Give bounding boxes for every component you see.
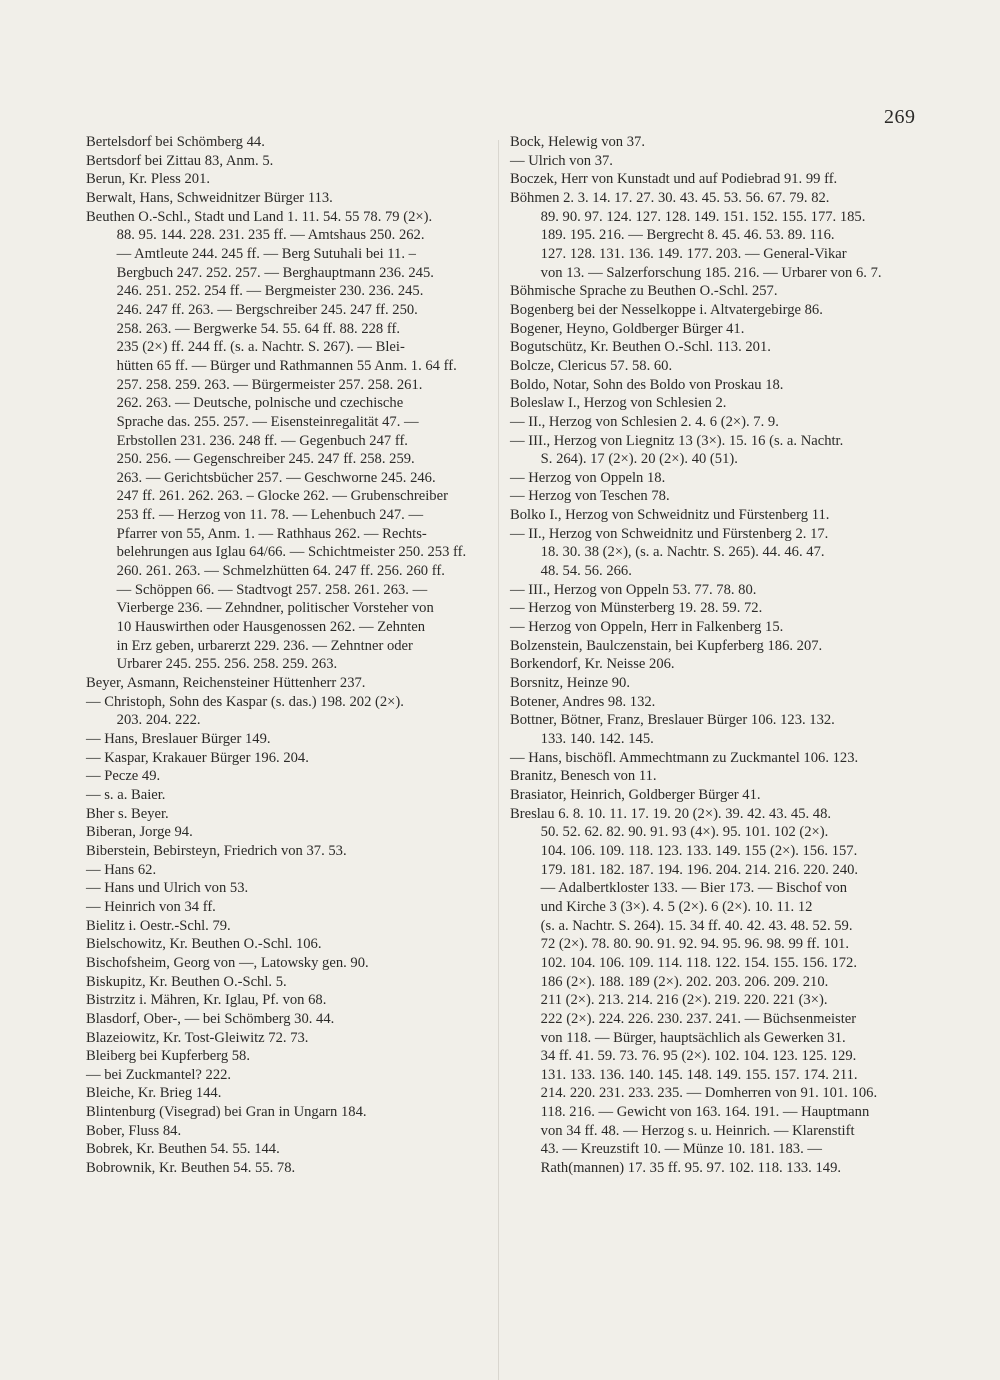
index-entry-line: Beyer, Asmann, Reichensteiner Hüttenherr 237. — [86, 675, 366, 692]
index-entry-continuation: von 118. — Bürger, hauptsächlich als Gewerken 31. — [540, 1029, 846, 1046]
index-entry — [510, 357, 920, 376]
index-entry — [86, 1140, 486, 1159]
index-entry-continuation: 211 (2×). 213. 214. 216 (2×). 219. 220. 221 (3×). — [540, 992, 828, 1009]
index-entry-continuation: 235 (2×) ff. 244 ff. (s. a. Nachtr. S. 267). — Blei- — [116, 339, 405, 356]
index-entry-line: — Heinrich von 34 ff. — [86, 898, 216, 915]
index-entry — [510, 767, 920, 786]
index-entry — [86, 973, 486, 992]
index-entry-line: Bogener, Heyno, Goldberger Bürger 41. — [510, 320, 745, 337]
index-entry-continuation: 179. 181. 182. 187. 194. 196. 204. 214. 216. 220. 240. — [540, 861, 859, 878]
index-entry-continuation: in Erz geben, urbarerzt 229. 236. — Zehntner oder — [116, 637, 413, 654]
index-entry-continuation: 246. 247 ff. 263. — Bergschreiber 245. 247 ff. 250. — [116, 301, 418, 318]
index-entry — [510, 506, 920, 525]
index-entry-continuation: 260. 261. 263. — Schmelzhütten 64. 247 ff. 256. 260 ff. — [116, 563, 445, 580]
index-entry — [86, 1122, 486, 1141]
index-entry — [510, 152, 920, 171]
index-entry-line: Berwalt, Hans, Schweidnitzer Bürger 113. — [86, 189, 333, 206]
index-entry — [510, 581, 920, 600]
index-entry-continuation: 127. 128. 131. 136. 149. 177. 203. — General-Vikar — [540, 245, 847, 262]
index-entry-line: Bielschowitz, Kr. Beuthen O.-Schl. 106. — [86, 936, 322, 953]
index-entry-line: Botener, Andres 98. 132. — [510, 693, 656, 710]
index-entry-line: Breslau 6. 8. 10. 11. 17. 19. 20 (2×). 39. 42. 43. 45. 48. — [510, 805, 832, 822]
index-entry-continuation: — Amtleute 244. 245 ff. — Berg Sutuhali bei 11. – — [116, 245, 416, 262]
index-entry-line: — Kaspar, Krakauer Bürger 196. 204. — [86, 749, 309, 766]
index-entry — [510, 693, 920, 712]
index-entry — [86, 189, 486, 208]
index-entry — [86, 991, 486, 1010]
index-entry-line: Bleiche, Kr. Brieg 144. — [86, 1085, 222, 1102]
index-entry — [86, 170, 486, 189]
index-entry-continuation: von 34 ff. 48. — Herzog s. u. Heinrich. — Klarenstift — [540, 1122, 855, 1139]
index-entry-line: — s. a. Baier. — [86, 786, 166, 803]
index-entry-continuation: 48. 54. 56. 266. — [540, 563, 632, 580]
index-entry-line: — Christoph, Sohn des Kaspar (s. das.) 198. 202 (2×). — [86, 693, 404, 710]
index-entry-continuation: 131. 133. 136. 140. 145. 148. 149. 155. 157. 174. 211. — [540, 1066, 858, 1083]
index-entry-line: Bischofsheim, Georg von —, Latowsky gen. 90. — [86, 954, 369, 971]
index-entry-continuation: 247 ff. 261. 262. 263. – Glocke 262. — Grubenschreiber — [116, 488, 448, 505]
index-entry-line: — Herzog von Oppeln, Herr in Falkenberg 15. — [510, 619, 784, 636]
index-entry-line: Branitz, Benesch von 11. — [510, 768, 657, 785]
index-entry-continuation: Bergbuch 247. 252. 257. — Berghauptmann 236. 245. — [116, 264, 434, 281]
index-entry — [86, 1029, 486, 1048]
index-entry-line: Bobrek, Kr. Beuthen 54. 55. 144. — [86, 1141, 280, 1158]
index-entry — [510, 749, 920, 768]
index-entry-continuation: 258. 263. — Bergwerke 54. 55. 64 ff. 88. 228 ff. — [116, 320, 400, 337]
index-entry — [510, 618, 920, 637]
index-entry-line: Biskupitz, Kr. Beuthen O.-Schl. 5. — [86, 973, 287, 990]
index-entry — [510, 432, 920, 469]
index-entry — [510, 413, 920, 432]
index-entry-line: Bher s. Beyer. — [86, 805, 169, 822]
index-entry-continuation: und Kirche 3 (3×). 4. 5 (2×). 6 (2×). 10. 11. 12 — [540, 898, 813, 915]
index-entry — [510, 525, 920, 581]
index-entry-continuation: 253 ff. — Herzog von 11. 78. — Lehenbuch 247. — — [116, 507, 424, 524]
index-entry — [86, 208, 486, 674]
index-entry-line: — Herzog von Münsterberg 19. 28. 59. 72. — [510, 600, 763, 617]
index-entry — [86, 1084, 486, 1103]
index-entry-continuation: Pfarrer von 55, Anm. 1. — Rathhaus 262. — Rechts- — [116, 525, 427, 542]
index-entry-line: Borsnitz, Heinze 90. — [510, 675, 630, 692]
index-entry — [86, 935, 486, 954]
index-entry-line: Bistrzitz i. Mähren, Kr. Iglau, Pf. von 68. — [86, 992, 327, 1009]
index-entry-continuation: Urbarer 245. 255. 256. 258. 259. 263. — [116, 656, 338, 673]
index-entry-continuation: S. 264). 17 (2×). 20 (2×). 40 (51). — [540, 451, 738, 468]
index-entry — [510, 805, 920, 1178]
index-entry — [510, 282, 920, 301]
index-entry — [86, 730, 486, 749]
index-entry-line: — II., Herzog von Schlesien 2. 4. 6 (2×). 7. 9. — [510, 413, 779, 430]
index-entry-continuation: 262. 263. — Deutsche, polnische und czechische — [116, 395, 404, 412]
index-entry-line: Bogutschütz, Kr. Beuthen O.-Schl. 113. 201. — [510, 339, 771, 356]
index-entry-continuation: 222 (2×). 224. 226. 230. 237. 241. — Büchsenmeister — [540, 1010, 857, 1027]
index-entry-continuation: 186 (2×). 188. 189 (2×). 202. 203. 206. 209. 210. — [540, 973, 829, 990]
index-entry-line: — III., Herzog von Oppeln 53. 77. 78. 80. — [510, 581, 757, 598]
index-entry-line: Bolzenstein, Baulczenstain, bei Kupferberg 186. 207. — [510, 637, 823, 654]
index-entry — [86, 133, 486, 152]
index-column-right — [510, 133, 920, 1178]
index-entry — [510, 637, 920, 656]
index-entry-line: — Pecze 49. — [86, 768, 161, 785]
index-entry-line: Boczek, Herr von Kunstadt und auf Podiebrad 91. 99 ff. — [510, 171, 838, 188]
index-entry-continuation: 246. 251. 252. 254 ff. — Bergmeister 230. 236. 245. — [116, 283, 424, 300]
index-entry-continuation: — Adalbertkloster 133. — Bier 173. — Bischof von — [540, 880, 848, 897]
index-entry — [86, 823, 486, 842]
index-entry — [86, 805, 486, 824]
index-entry-line: Berun, Kr. Pless 201. — [86, 171, 211, 188]
index-entry — [510, 786, 920, 805]
index-entry-line: Bleiberg bei Kupferberg 58. — [86, 1048, 251, 1065]
index-entry-continuation: 214. 220. 231. 233. 235. — Domherren von 91. 101. 106. — [540, 1085, 878, 1102]
index-entry — [86, 1066, 486, 1085]
index-entry — [510, 133, 920, 152]
index-entry — [510, 320, 920, 339]
index-entry-line: Bober, Fluss 84. — [86, 1122, 182, 1139]
index-entry-continuation: hütten 65 ff. — Bürger und Rathmannen 55 Anm. 1. 64 ff. — [116, 357, 457, 374]
index-entry — [510, 655, 920, 674]
index-entry-continuation: 18. 30. 38 (2×), (s. a. Nachtr. S. 265). 44. 46. 47. — [540, 544, 825, 561]
index-entry — [86, 786, 486, 805]
index-entry-continuation: (s. a. Nachtr. S. 264). 15. 34 ff. 40. 42. 43. 48. 52. 59. — [540, 917, 853, 934]
index-entry-continuation: 34 ff. 41. 59. 73. 76. 95 (2×). 102. 104. 123. 125. 129. — [540, 1048, 857, 1065]
index-entry-continuation: 257. 258. 259. 263. — Bürgermeister 257. 258. 261. — [116, 376, 423, 393]
index-entry-line: — Hans 62. — [86, 861, 157, 878]
index-entry — [510, 469, 920, 488]
index-entry-continuation: 10 Hauswirthen oder Hausgenossen 262. — Zehnten — [116, 619, 426, 636]
page-number: 269 — [884, 106, 916, 128]
index-entry-line: — II., Herzog von Schweidnitz und Fürstenberg 2. 17. — [510, 525, 829, 542]
index-entry-line: Bottner, Bötner, Franz, Breslauer Bürger 106. 123. 132. — [510, 712, 835, 729]
index-entry — [86, 693, 486, 730]
index-entry-line: Bertelsdorf bei Schömberg 44. — [86, 134, 265, 150]
index-entry — [510, 301, 920, 320]
index-entry-line: Bielitz i. Oestr.-Schl. 79. — [86, 917, 231, 934]
index-entry-continuation: 118. 216. — Gewicht von 163. 164. 191. — Hauptmann — [540, 1104, 870, 1121]
index-entry-line: — bei Zuckmantel? 222. — [86, 1066, 232, 1083]
index-entry-continuation: Rath(mannen) 17. 35 ff. 95. 97. 102. 118. 133. 149. — [540, 1160, 842, 1177]
index-entry-line: — Hans und Ulrich von 53. — [86, 880, 249, 897]
index-entry-continuation: 263. — Gerichtsbücher 257. — Geschworne 245. 246. — [116, 469, 436, 486]
index-entry — [86, 917, 486, 936]
index-entry-continuation: 102. 104. 106. 109. 114. 118. 122. 154. 155. 156. 172. — [540, 954, 857, 971]
column-divider — [498, 140, 499, 1380]
index-entry — [86, 152, 486, 171]
index-entry-continuation: — Schöppen 66. — Stadtvogt 257. 258. 261. 263. — — [116, 581, 428, 598]
index-entry — [86, 1103, 486, 1122]
index-entry-line: — Herzog von Teschen 78. — [510, 488, 670, 505]
index-entry — [510, 189, 920, 282]
index-entry-line: Bolcze, Clericus 57. 58. 60. — [510, 357, 673, 374]
index-entry-continuation: 89. 90. 97. 124. 127. 128. 149. 151. 152. 155. 177. 185. — [540, 208, 866, 225]
index-entry — [86, 1047, 486, 1066]
index-entry — [86, 1159, 486, 1178]
index-entry — [86, 842, 486, 861]
index-entry — [86, 674, 486, 693]
index-entry — [86, 1010, 486, 1029]
index-entry-line: Bock, Helewig von 37. — [510, 134, 645, 150]
index-entry-line: Boldo, Notar, Sohn des Boldo von Proskau 18. — [510, 376, 784, 393]
index-entry-continuation: 250. 256. — Gegenschreiber 245. 247 ff. 258. 259. — [116, 451, 415, 468]
index-entry-continuation: von 13. — Salzerforschung 185. 216. — Urbarer von 6. 7. — [540, 264, 882, 281]
index-entry-line: Blintenburg (Visegrad) bei Gran in Ungarn 184. — [86, 1104, 367, 1121]
index-entry-line: — Herzog von Oppeln 18. — [510, 469, 666, 486]
index-entry-line: Bolko I., Herzog von Schweidnitz und Fürstenberg 11. — [510, 507, 830, 524]
index-entry — [86, 879, 486, 898]
index-column-left — [86, 133, 486, 1178]
index-entry — [86, 767, 486, 786]
index-entry — [510, 711, 920, 748]
index-entry — [86, 861, 486, 880]
index-entry-line: — Ulrich von 37. — [510, 152, 613, 169]
index-entry-continuation: 104. 106. 109. 118. 123. 133. 149. 155 (2×). 156. 157. — [540, 842, 858, 859]
index-entry — [510, 487, 920, 506]
index-entry-line: Bobrownik, Kr. Beuthen 54. 55. 78. — [86, 1160, 296, 1177]
index-entry-line: Böhmen 2. 3. 14. 17. 27. 30. 43. 45. 53. 56. 67. 79. 82. — [510, 189, 830, 206]
index-entry-line: Bertsdorf bei Zittau 83, Anm. 5. — [86, 152, 274, 169]
index-entry — [510, 394, 920, 413]
index-entry-continuation: 72 (2×). 78. 80. 90. 91. 92. 94. 95. 96. 98. 99 ff. 101. — [540, 936, 849, 953]
index-entry-continuation: belehrungen aus Iglau 64/66. — Schichtmeister 250. 253 ff. — [116, 544, 467, 561]
index-entry — [86, 954, 486, 973]
index-entry-line: Böhmische Sprache zu Beuthen O.-Schl. 257. — [510, 283, 778, 300]
index-entry-line: — Hans, bischöfl. Ammechtmann zu Zuckmantel 106. 123. — [510, 749, 859, 766]
index-entry — [510, 599, 920, 618]
index-entry-line: Blasdorf, Ober-, — bei Schömberg 30. 44. — [86, 1010, 335, 1027]
index-entry — [86, 749, 486, 768]
index-entry-continuation: 203. 204. 222. — [116, 712, 201, 729]
index-entry-continuation: 50. 52. 62. 82. 90. 91. 93 (4×). 95. 101. 102 (2×). — [540, 824, 829, 841]
index-entry-line: — III., Herzog von Liegnitz 13 (3×). 15. 16 (s. a. Nachtr. — [510, 432, 844, 449]
index-entry-continuation: 88. 95. 144. 228. 231. 235 ff. — Amtshaus 250. 262. — [116, 227, 425, 244]
index-entry-line: Biberstein, Bebirsteyn, Friedrich von 37. 53. — [86, 842, 347, 859]
index-entry-line: Biberan, Jorge 94. — [86, 824, 193, 841]
index-entry-line: Borkendorf, Kr. Neisse 206. — [510, 656, 675, 673]
index-entry-line: Beuthen O.-Schl., Stadt und Land 1. 11. 54. 55 78. 79 (2×). — [86, 208, 433, 225]
index-entry — [510, 338, 920, 357]
index-entry-line: Brasiator, Heinrich, Goldberger Bürger 41. — [510, 786, 761, 803]
index-entry-line: Blazeiowitz, Kr. Tost-Gleiwitz 72. 73. — [86, 1029, 309, 1046]
index-entry-line: — Hans, Breslauer Bürger 149. — [86, 731, 271, 747]
index-entry-continuation: 189. 195. 216. — Bergrecht 8. 45. 46. 53. 89. 116. — [540, 227, 835, 244]
index-entry-line: Boleslaw I., Herzog von Schlesien 2. — [510, 395, 727, 412]
index-entry-continuation: Erbstollen 231. 236. 248 ff. — Gegenbuch 247 ff. — [116, 432, 408, 449]
index-entry-continuation: 133. 140. 142. 145. — [540, 731, 654, 747]
index-entry-continuation: Vierberge 236. — Zehndner, politischer Vorsteher von — [116, 600, 434, 617]
index-entry — [510, 376, 920, 395]
index-entry-line: Bogenberg bei der Nesselkoppe i. Altvatergebirge 86. — [510, 301, 823, 318]
index-entry — [86, 898, 486, 917]
index-entry — [510, 170, 920, 189]
index-entry-continuation: Sprache das. 255. 257. — Eisensteinregalität 47. — — [116, 413, 419, 430]
index-entry — [510, 674, 920, 693]
index-entry-continuation: 43. — Kreuzstift 10. — Münze 10. 181. 183. — — [540, 1141, 822, 1158]
